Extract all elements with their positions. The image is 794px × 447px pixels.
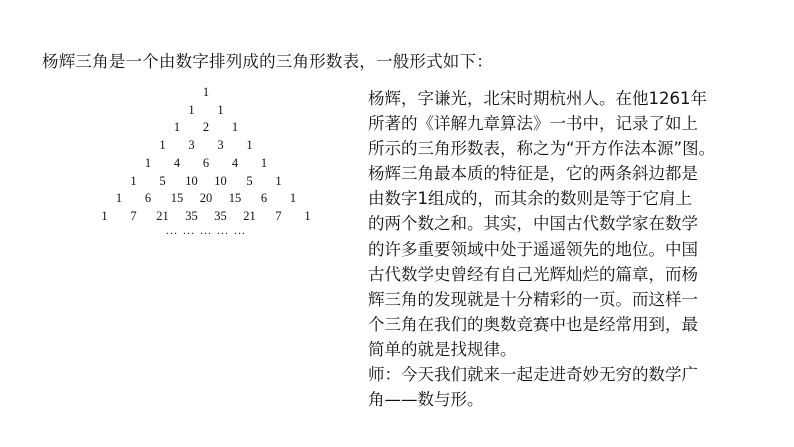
triangle-number: 7 xyxy=(275,208,282,223)
triangle-number: 2 xyxy=(202,120,210,135)
triangle-number: 1 xyxy=(202,85,210,99)
paragraph-line: 古代数学史曾经有自己光辉灿烂的篇章，而杨 xyxy=(368,264,698,284)
triangle-number: 1 xyxy=(246,138,253,153)
triangle-row xyxy=(84,174,328,189)
triangle-row xyxy=(84,120,328,135)
triangle-number: 4 xyxy=(231,155,239,170)
triangle-number: 1 xyxy=(101,208,108,223)
triangle-number: 4 xyxy=(173,155,181,170)
triangle-number: 35 xyxy=(214,208,227,223)
triangle-number: 1 xyxy=(115,191,123,206)
triangle-row xyxy=(84,156,328,171)
triangle-number: 1 xyxy=(289,191,297,206)
triangle-number: 1 xyxy=(231,120,239,135)
paragraph-line: 师：今天我们就来一起走进奇妙无穷的数学广 xyxy=(368,365,698,385)
triangle-number: 7 xyxy=(130,208,137,223)
triangle-number: 3 xyxy=(188,138,195,153)
triangle-number: 10 xyxy=(185,173,198,188)
paragraph-line: 由数字1组成的，而其余的数则是等于它肩上 xyxy=(368,189,692,209)
triangle-number: 15 xyxy=(228,191,242,206)
triangle-number: 1 xyxy=(144,155,152,170)
triangle-number: 15 xyxy=(170,191,184,206)
triangle-number: 35 xyxy=(185,208,198,223)
triangle-row xyxy=(84,103,328,118)
paragraph-line: 杨辉，字谦光，北宋时期杭州人。在他1261年 xyxy=(368,89,707,108)
triangle-row xyxy=(84,85,328,100)
triangle-number: 1 xyxy=(275,173,282,188)
triangle-row xyxy=(84,191,328,206)
triangle-number: 1 xyxy=(217,102,224,117)
triangle-row xyxy=(84,138,328,153)
triangle-number: 21 xyxy=(156,208,169,223)
triangle-number: 1 xyxy=(159,138,166,153)
intro-sentence: 杨辉三角是一个由数字排列成的三角形数表，一般形式如下： xyxy=(42,52,493,71)
paragraph-line: 的许多重要领域中处于遥遥领先的地位。中国 xyxy=(368,239,698,259)
triangle-number: 5 xyxy=(246,173,253,188)
triangle-number: 6 xyxy=(144,191,152,206)
paragraph-line: 所著的《详解九章算法》一书中，记录了如上 xyxy=(368,114,698,134)
triangle-number: 5 xyxy=(159,173,166,188)
paragraph-line: 所示的三角形数表，称之为“开方作法本源”图。 xyxy=(368,139,716,159)
triangle-number: 21 xyxy=(243,208,256,223)
triangle-number: 6 xyxy=(202,155,210,170)
triangle-number: 10 xyxy=(214,173,227,188)
paragraph-line: 的两个数之和。其实，中国古代数学家在数学 xyxy=(368,214,698,234)
paragraph-line: 辉三角的发现就是十分精彩的一页。而这样一 xyxy=(368,289,698,309)
triangle-number: 1 xyxy=(304,208,311,223)
triangle-number: 1 xyxy=(188,102,195,117)
triangle-number: 1 xyxy=(173,120,181,135)
triangle-number: 20 xyxy=(199,191,213,206)
paragraph-line: 杨辉三角最本质的特征是，它的两条斜边都是 xyxy=(368,164,698,184)
triangle-number: 1 xyxy=(260,155,268,170)
triangle-number: 3 xyxy=(217,138,224,153)
triangle-number: 6 xyxy=(260,191,268,206)
paragraph-line: 简单的就是找规律。 xyxy=(368,339,517,359)
triangle-ellipsis: … … … … … xyxy=(165,222,247,237)
description-paragraph xyxy=(368,86,776,412)
yang-hui-triangle xyxy=(84,82,328,237)
paragraph-line: 个三角在我们的奥数竞赛中也是经常用到，最 xyxy=(368,314,698,334)
triangle-number: 1 xyxy=(130,173,137,188)
paragraph-line: 角——数与形。 xyxy=(368,390,484,410)
